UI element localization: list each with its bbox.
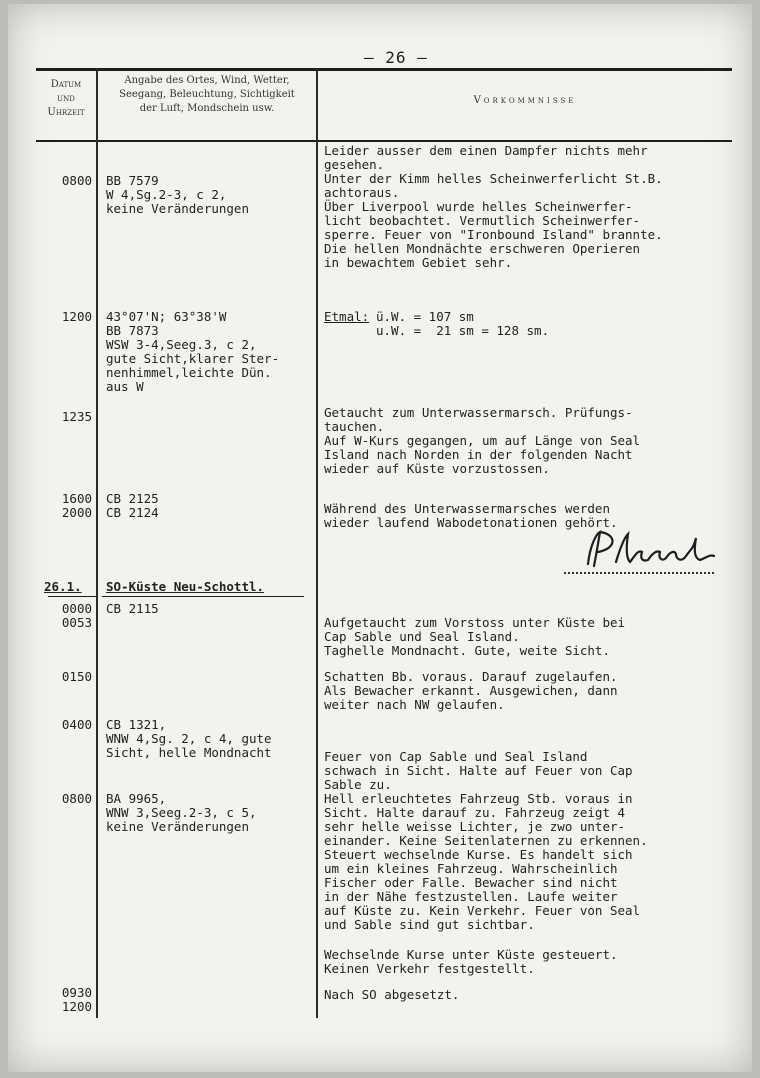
event-line: Unter der Kimm helles Scheinwerferlicht St.B. bbox=[324, 171, 663, 186]
table-top-rule bbox=[36, 68, 732, 71]
place-line: aus W bbox=[106, 379, 144, 394]
place-line: CB 1321, bbox=[106, 717, 167, 732]
place-line: CB 2125 bbox=[106, 491, 159, 506]
etmal-line: u.W. = 21 sm = 128 sm. bbox=[376, 323, 550, 338]
place-line: W 4,Sg.2-3, c 2, bbox=[106, 187, 227, 202]
event-line: Sicht. Halte darauf zu. Fahrzeug zeigt 4 bbox=[324, 805, 626, 820]
table-header-rule bbox=[36, 140, 732, 142]
event-line: Fischer oder Falle. Bewacher sind nicht bbox=[324, 875, 618, 890]
page-number: – 26 – bbox=[364, 48, 428, 67]
etmal-line: ü.W. = 107 sm bbox=[376, 309, 474, 324]
signature-image bbox=[576, 524, 726, 576]
event-line: in der Nähe festzustellen. Laufe weiter bbox=[324, 889, 618, 904]
event-line: schwach in Sicht. Halte auf Feuer von Cap bbox=[324, 763, 633, 778]
column-divider-date bbox=[96, 68, 98, 1018]
event-line: gesehen. bbox=[324, 157, 385, 172]
event-line: Auf W-Kurs gegangen, um auf Länge von Seal bbox=[324, 433, 641, 448]
header-date-line: Uhrzeit bbox=[47, 107, 85, 118]
event-line: Aufgetaucht zum Vorstoss unter Küste bei bbox=[324, 615, 626, 630]
section-date: 26.1. bbox=[44, 579, 82, 594]
header-date-line: und bbox=[57, 93, 75, 104]
place-line: keine Veränderungen bbox=[106, 201, 249, 216]
event-line: wieder auf Küste vorzustossen. bbox=[324, 461, 550, 476]
event-line: einander. Keine Seitenlaternen zu erkennen. bbox=[324, 833, 648, 848]
event-line: achtoraus. bbox=[324, 185, 400, 200]
header-place-line: Angabe des Ortes, Wind, Wetter, bbox=[124, 75, 290, 86]
place-line: WNW 3,Seeg.2-3, c 5, bbox=[106, 805, 257, 820]
event-line: um ein kleines Fahrzeug. Wahrscheinlich bbox=[324, 861, 618, 876]
entry-time: 0150 bbox=[61, 669, 92, 684]
column-divider-place bbox=[316, 68, 318, 1018]
entry-time: 0930 bbox=[61, 985, 92, 1000]
event-line: tauchen. bbox=[324, 419, 385, 434]
event-line: sehr helle weisse Lichter, je zwo unter- bbox=[324, 819, 626, 834]
header-date-column bbox=[36, 78, 96, 120]
entry-time: 1600 bbox=[61, 491, 92, 506]
event-line: Steuert wechselnde Kurse. Es handelt sich bbox=[324, 847, 633, 862]
entry-time: 0000 bbox=[61, 601, 92, 616]
section-place: SO-Küste Neu-Schottl. bbox=[106, 579, 265, 594]
event-line: und Sable sind gut sichtbar. bbox=[324, 917, 535, 932]
event-line: Nach SO abgesetzt. bbox=[324, 987, 460, 1002]
header-place-line: Seegang, Beleuchtung, Sichtigkeit bbox=[119, 89, 295, 100]
event-line: sperre. Feuer von "Ironbound Island" brannte. bbox=[324, 227, 663, 242]
log-page bbox=[8, 4, 752, 1072]
event-line: Während des Unterwassermarsches werden bbox=[324, 501, 610, 516]
section-date-rule bbox=[48, 596, 96, 597]
event-line: Taghelle Mondnacht. Gute, weite Sicht. bbox=[324, 643, 610, 658]
place-line: nenhimmel,leichte Dün. bbox=[106, 365, 272, 380]
place-line: BB 7873 bbox=[106, 323, 159, 338]
entry-time: 2000 bbox=[61, 505, 92, 520]
event-line: Die hellen Mondnächte erschweren Operieren bbox=[324, 241, 641, 256]
entry-time: 0800 bbox=[61, 791, 92, 806]
event-line: weiter nach NW gelaufen. bbox=[324, 697, 505, 712]
event-line: licht beobachtet. Vermutlich Scheinwerfer- bbox=[324, 213, 641, 228]
event-line: Keinen Verkehr festgestellt. bbox=[324, 961, 535, 976]
place-line: CB 2115 bbox=[106, 601, 159, 616]
event-line: Leider ausser dem einen Dampfer nichts mehr bbox=[324, 143, 648, 158]
event-line: wieder laufend Wabodetonationen gehört. bbox=[324, 515, 618, 530]
header-place-column bbox=[100, 74, 314, 116]
event-line: Feuer von Cap Sable und Seal Island bbox=[324, 749, 588, 764]
place-line: CB 2124 bbox=[106, 505, 159, 520]
entry-time: 0053 bbox=[61, 615, 92, 630]
entry-time: 0800 bbox=[61, 173, 92, 188]
event-line: Als Bewacher erkannt. Ausgewichen, dann bbox=[324, 683, 618, 698]
place-line: WNW 4,Sg. 2, c 4, gute bbox=[106, 731, 272, 746]
event-line: Getaucht zum Unterwassermarsch. Prüfungs- bbox=[324, 405, 633, 420]
header-events-column: Vorkommnisse bbox=[473, 95, 577, 106]
place-line: BB 7579 bbox=[106, 173, 159, 188]
event-line: Cap Sable und Seal Island. bbox=[324, 629, 520, 644]
event-line: auf Küste zu. Kein Verkehr. Feuer von Seal bbox=[324, 903, 641, 918]
header-place-line: der Luft, Mondschein usw. bbox=[139, 103, 275, 114]
place-line: BA 9965, bbox=[106, 791, 167, 806]
entry-time: 1200 bbox=[61, 309, 92, 324]
entry-time: 1235 bbox=[61, 409, 92, 424]
place-line: keine Veränderungen bbox=[106, 819, 249, 834]
event-line: Wechselnde Kurse unter Küste gesteuert. bbox=[324, 947, 618, 962]
entry-time: 1200 bbox=[61, 999, 92, 1014]
place-line: WSW 3-4,Seeg.3, c 2, bbox=[106, 337, 257, 352]
event-line: Hell erleuchtetes Fahrzeug Stb. voraus in bbox=[324, 791, 633, 806]
header-date-line: Datum bbox=[50, 79, 82, 90]
entry-time: 0400 bbox=[61, 717, 92, 732]
event-line: Über Liverpool wurde helles Scheinwerfer- bbox=[324, 199, 633, 214]
etmal-label: Etmal: bbox=[324, 309, 370, 324]
event-line: Schatten Bb. voraus. Darauf zugelaufen. bbox=[324, 669, 618, 684]
signature-dotted-line bbox=[564, 572, 714, 574]
place-line: Sicht, helle Mondnacht bbox=[106, 745, 272, 760]
section-place-rule bbox=[102, 596, 304, 597]
event-line: Island nach Norden in der folgenden Nacht bbox=[324, 447, 633, 462]
place-line: gute Sicht,klarer Ster- bbox=[106, 351, 280, 366]
event-line: in bewachtem Gebiet sehr. bbox=[324, 255, 513, 270]
place-line: 43°07'N; 63°38'W bbox=[106, 309, 227, 324]
event-line: Sable zu. bbox=[324, 777, 392, 792]
